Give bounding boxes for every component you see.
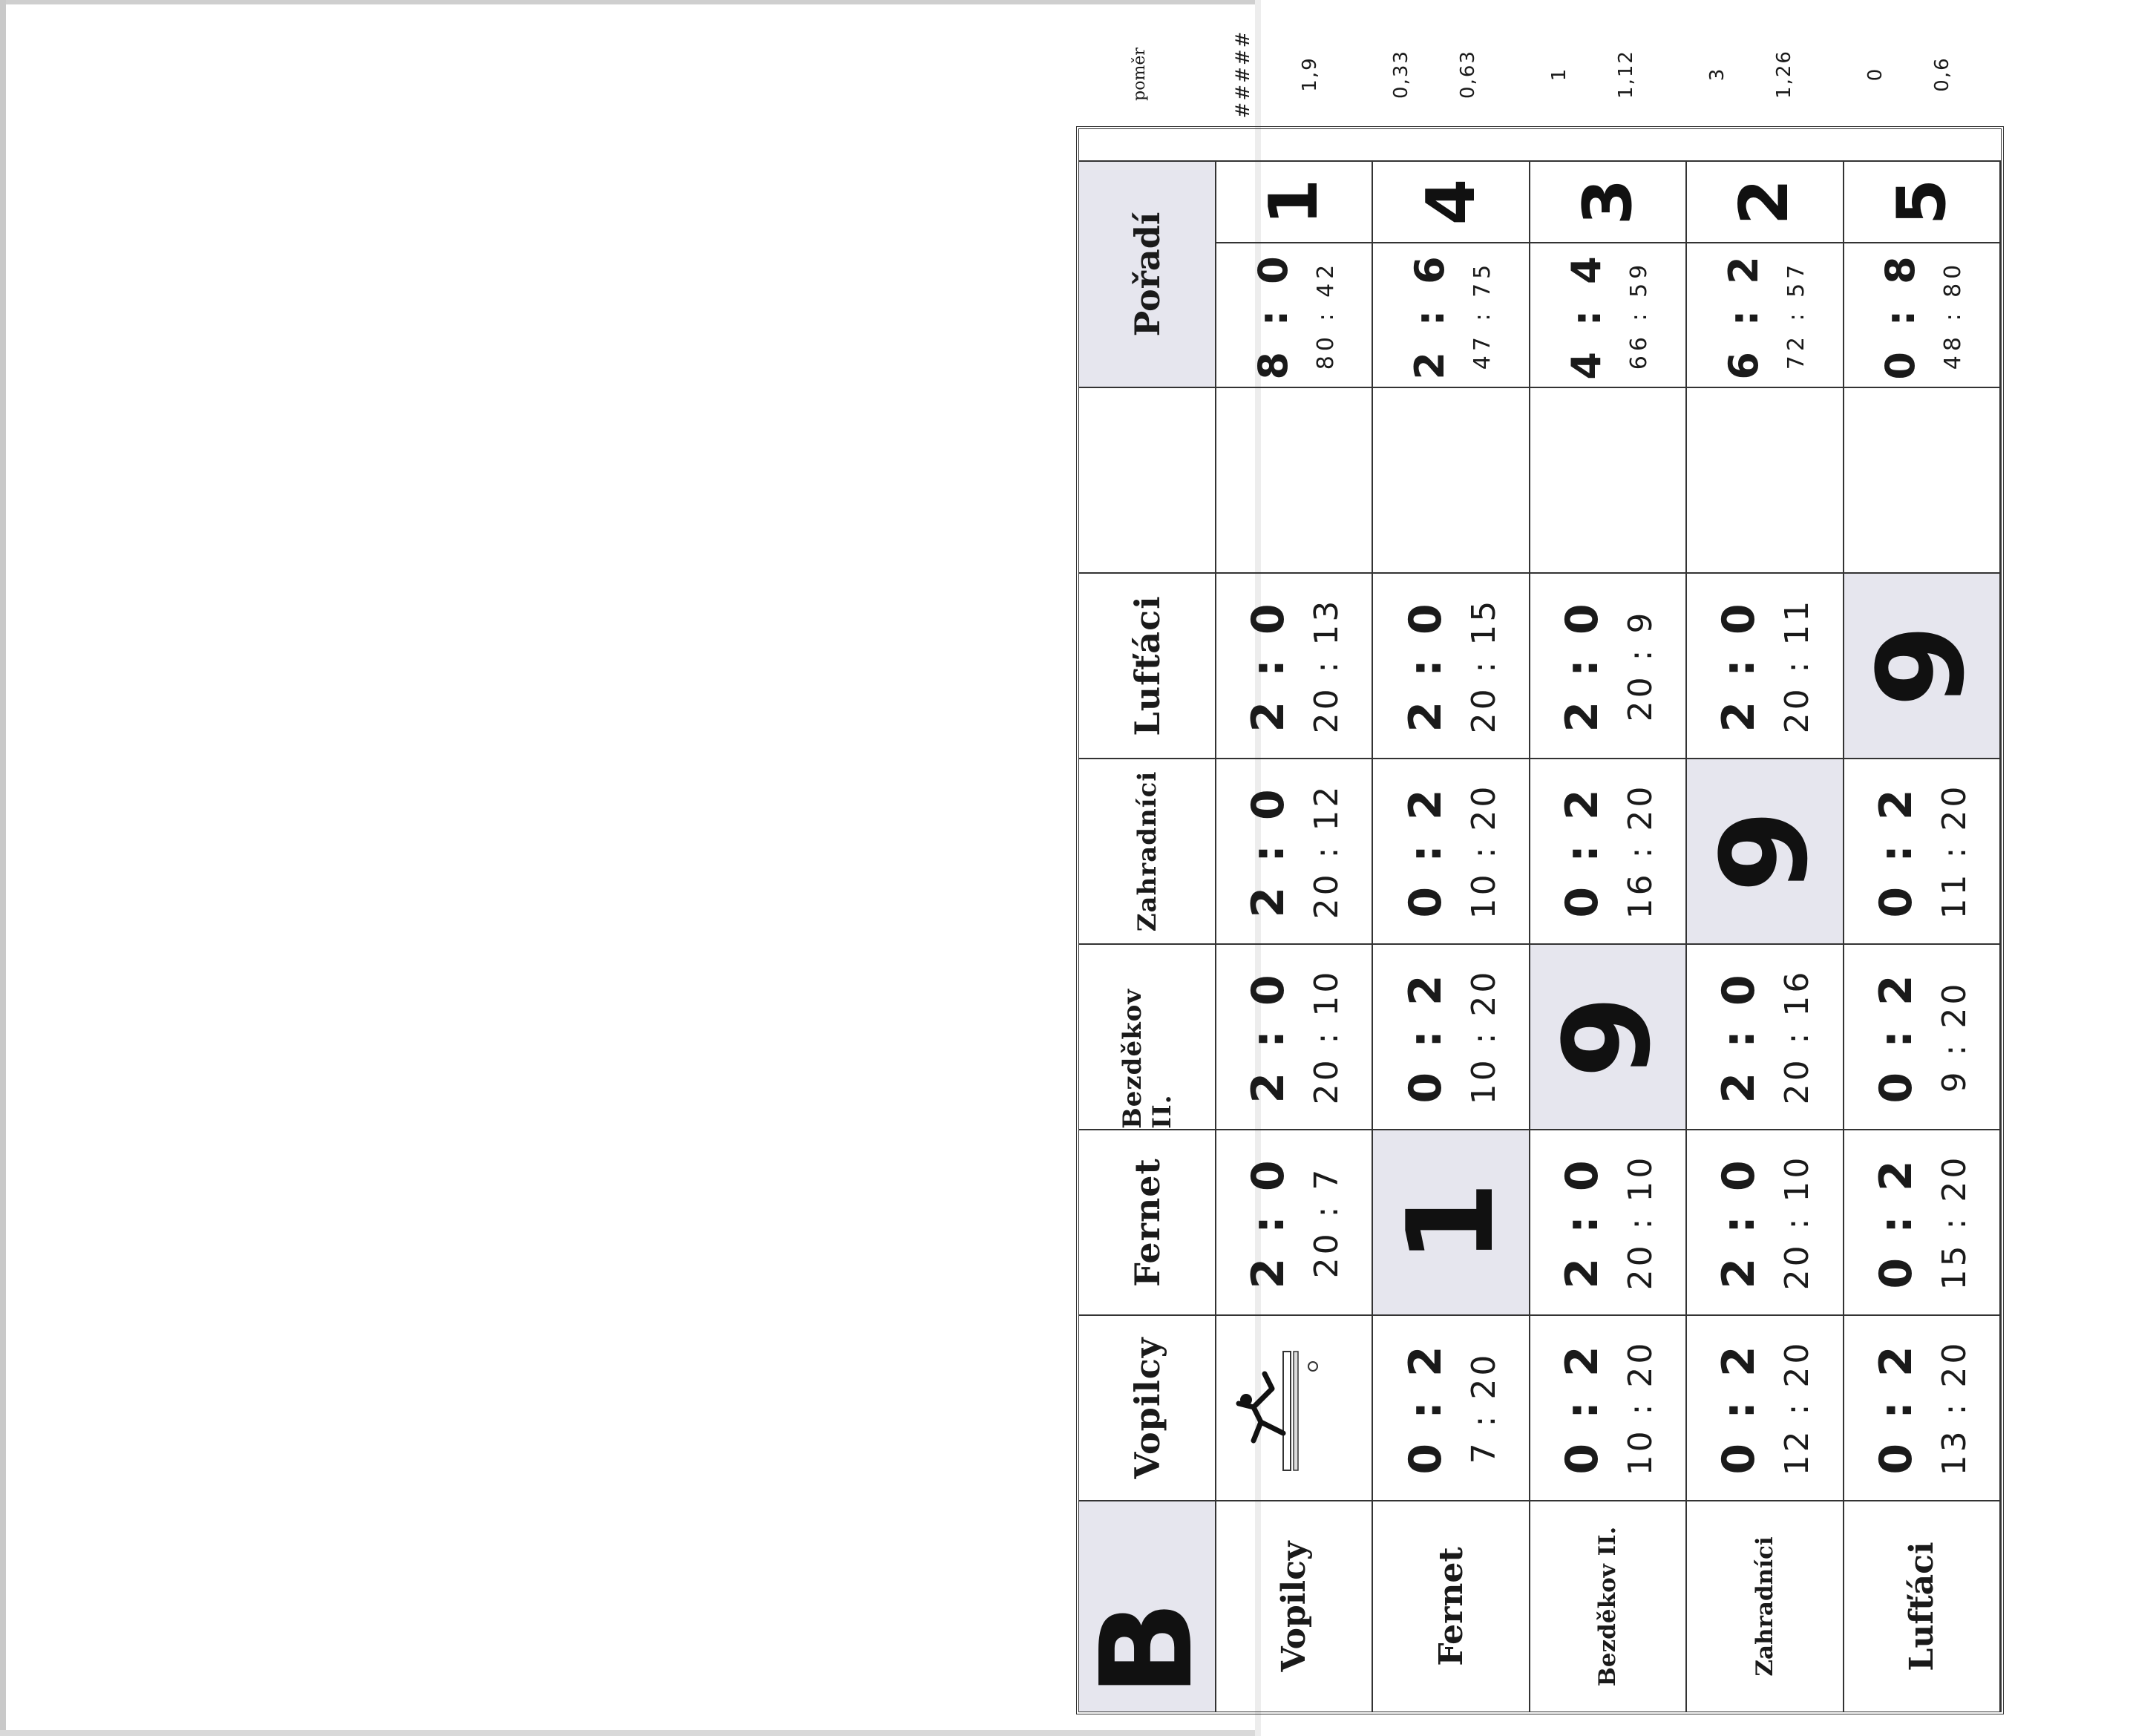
ratio-sets-value: 1 [1548, 67, 1570, 82]
match-cell [1844, 1129, 2001, 1314]
match-sets: 0 : 2 [1713, 1341, 1766, 1475]
match-sets: 0 : 2 [1556, 785, 1608, 918]
column-header-team: Zahradníci [1079, 758, 1216, 943]
diagonal-cell [1216, 1314, 1373, 1500]
match-sets: 2 : 0 [1556, 599, 1608, 733]
header-spacer [1079, 387, 1216, 572]
column-header-team: Lufťáci [1079, 572, 1216, 758]
ratio-points-value: 1,12 [1615, 50, 1637, 99]
group-letter-cell [1073, 1500, 1221, 1712]
match-points: 11 : 20 [1935, 783, 1973, 920]
results-sheet [1073, 30, 2130, 1714]
standings-header: Pořadí [1079, 160, 1216, 387]
match-sets: 0 : 2 [1399, 970, 1452, 1104]
match-points: 20 : 11 [1778, 597, 1817, 734]
rank-number: 5 [1882, 178, 1961, 226]
ratio-row [1530, 30, 1688, 119]
match-cell [1216, 572, 1373, 758]
total-sets: 2 : 6 [1406, 250, 1454, 380]
ratio-sets-value: ##### [1232, 30, 1254, 119]
match-points: 10 : 20 [1621, 1340, 1659, 1476]
match-points: 20 : 10 [1621, 1154, 1659, 1291]
match-sets: 2 : 0 [1713, 1156, 1766, 1289]
match-sets: 0 : 2 [1870, 1341, 1922, 1475]
scan-edge-top [0, 0, 1261, 4]
ratio-column [1076, 30, 2004, 119]
ratio-points-value: 1,26 [1773, 50, 1795, 99]
diagonal-digit: 9 [1852, 624, 1991, 707]
match-cell [1530, 1314, 1687, 1500]
match-cell [1373, 943, 1530, 1129]
match-points: 16 : 20 [1621, 783, 1659, 920]
total-sets: 4 : 4 [1563, 250, 1610, 380]
ratio-sets-value: 0 [1864, 67, 1887, 82]
rank-cell [1687, 160, 1844, 242]
ratio-row [1846, 30, 2004, 119]
match-points: 20 : 12 [1308, 783, 1346, 920]
match-points: 20 : 16 [1778, 969, 1817, 1105]
match-sets: 0 : 2 [1399, 1341, 1452, 1475]
diagonal-digit: 9 [1694, 810, 1834, 893]
match-points: 15 : 20 [1935, 1154, 1973, 1291]
column-header-team: Vopilcy [1079, 1314, 1216, 1500]
match-cell [1216, 943, 1373, 1129]
match-sets: 2 : 0 [1242, 1156, 1295, 1289]
match-cell [1687, 572, 1844, 758]
total-points: 80 : 42 [1312, 260, 1339, 370]
match-cell [1844, 943, 2001, 1129]
ratio-header: poměr [1130, 48, 1149, 101]
match-cell [1844, 758, 2001, 943]
ratio-points-value: 1,9 [1299, 56, 1321, 92]
totals-cell [1530, 242, 1687, 387]
total-points: 48 : 80 [1940, 260, 1967, 370]
match-cell [1844, 1314, 2001, 1500]
match-sets: 2 : 0 [1242, 970, 1295, 1104]
ratio-row [1213, 30, 1372, 119]
match-points: 20 : 15 [1464, 597, 1503, 734]
blank-cell [1373, 387, 1530, 572]
diagonal-cell [1373, 1129, 1530, 1314]
match-sets: 0 : 2 [1870, 1156, 1922, 1289]
rank-number: 2 [1726, 178, 1804, 226]
total-points: 66 : 59 [1626, 260, 1653, 370]
match-sets: 0 : 2 [1870, 970, 1922, 1104]
total-points: 72 : 57 [1783, 260, 1809, 370]
match-sets: 0 : 2 [1399, 785, 1452, 918]
ratio-row [1372, 30, 1530, 119]
total-points: 47 : 75 [1469, 260, 1496, 370]
rank-cell [1530, 160, 1687, 242]
diagonal-cell [1687, 758, 1844, 943]
match-cell [1530, 758, 1687, 943]
totals-cell [1373, 242, 1530, 387]
match-points: 20 : 10 [1308, 969, 1346, 1105]
total-sets: 6 : 2 [1720, 250, 1767, 380]
totals-cell [1216, 242, 1373, 387]
diagonal-cell [1844, 572, 2001, 758]
blank-cell [1844, 387, 2001, 572]
match-cell [1687, 943, 1844, 1129]
match-sets: 2 : 0 [1556, 1156, 1608, 1289]
match-cell [1373, 572, 1530, 758]
match-points: 7 : 20 [1464, 1352, 1503, 1464]
match-sets: 2 : 0 [1713, 970, 1766, 1104]
match-points: 12 : 20 [1778, 1340, 1817, 1476]
match-points: 20 : 10 [1778, 1154, 1817, 1291]
match-cell [1373, 758, 1530, 943]
match-sets: 2 : 0 [1242, 785, 1295, 918]
match-points: 20 : 13 [1308, 597, 1346, 734]
match-sets: 0 : 2 [1870, 785, 1922, 918]
blank-cell [1216, 387, 1373, 572]
match-points: 10 : 20 [1464, 969, 1503, 1105]
rank-cell [1844, 160, 2001, 242]
volleyball-player-icon [1231, 1344, 1338, 1478]
match-cell [1216, 1129, 1373, 1314]
row-header-team: Fernet [1373, 1500, 1530, 1712]
ratio-points-value: 0,63 [1457, 50, 1479, 99]
rank-number: 1 [1255, 178, 1334, 226]
results-table [1073, 126, 2004, 1714]
match-cell [1530, 572, 1687, 758]
ratio-sets-value: 0,33 [1390, 50, 1412, 99]
blank-cell [1687, 387, 1844, 572]
total-sets: 8 : 0 [1249, 250, 1297, 380]
row-header-team: Zahradníci [1687, 1500, 1844, 1712]
ratio-row [1688, 30, 1846, 119]
match-cell [1687, 1129, 1844, 1314]
match-points: 13 : 20 [1935, 1340, 1973, 1476]
row-header-team: Bezděkov II. [1530, 1500, 1687, 1712]
scan-edge-left [0, 0, 6, 1736]
rank-cell [1216, 160, 1373, 242]
diagonal-digit: 1 [1381, 1181, 1521, 1264]
blank-cell [1530, 387, 1687, 572]
match-sets: 0 : 2 [1556, 1341, 1608, 1475]
match-points: 9 : 20 [1935, 980, 1973, 1093]
match-points: 20 : 7 [1308, 1166, 1346, 1279]
rank-number: 4 [1412, 178, 1490, 226]
match-cell [1530, 1129, 1687, 1314]
rank-number: 3 [1568, 178, 1647, 226]
group-letter: B [1073, 1600, 1221, 1697]
match-points: 10 : 20 [1464, 783, 1503, 920]
match-sets: 2 : 0 [1242, 599, 1295, 733]
row-header-team: Lufťáci [1844, 1500, 2001, 1712]
column-header-team: Fernet [1079, 1129, 1216, 1314]
ratio-sets-value: 3 [1706, 67, 1728, 82]
match-cell [1216, 758, 1373, 943]
total-sets: 0 : 8 [1877, 250, 1924, 380]
rank-cell [1373, 160, 1530, 242]
ratio-points-value: 0,6 [1931, 56, 1953, 92]
column-header-team: Bezděkov II. [1079, 943, 1216, 1129]
diagonal-digit: 9 [1538, 995, 1677, 1078]
totals-cell [1844, 242, 2001, 387]
diagonal-cell [1530, 943, 1687, 1129]
match-sets: 2 : 0 [1399, 599, 1452, 733]
scan-edge-bottom [0, 1730, 1261, 1736]
totals-cell [1687, 242, 1844, 387]
match-cell [1687, 1314, 1844, 1500]
match-cell [1373, 1314, 1530, 1500]
match-points: 20 : 9 [1621, 609, 1659, 722]
row-header-team: Vopilcy [1216, 1500, 1373, 1712]
match-sets: 2 : 0 [1713, 599, 1766, 733]
